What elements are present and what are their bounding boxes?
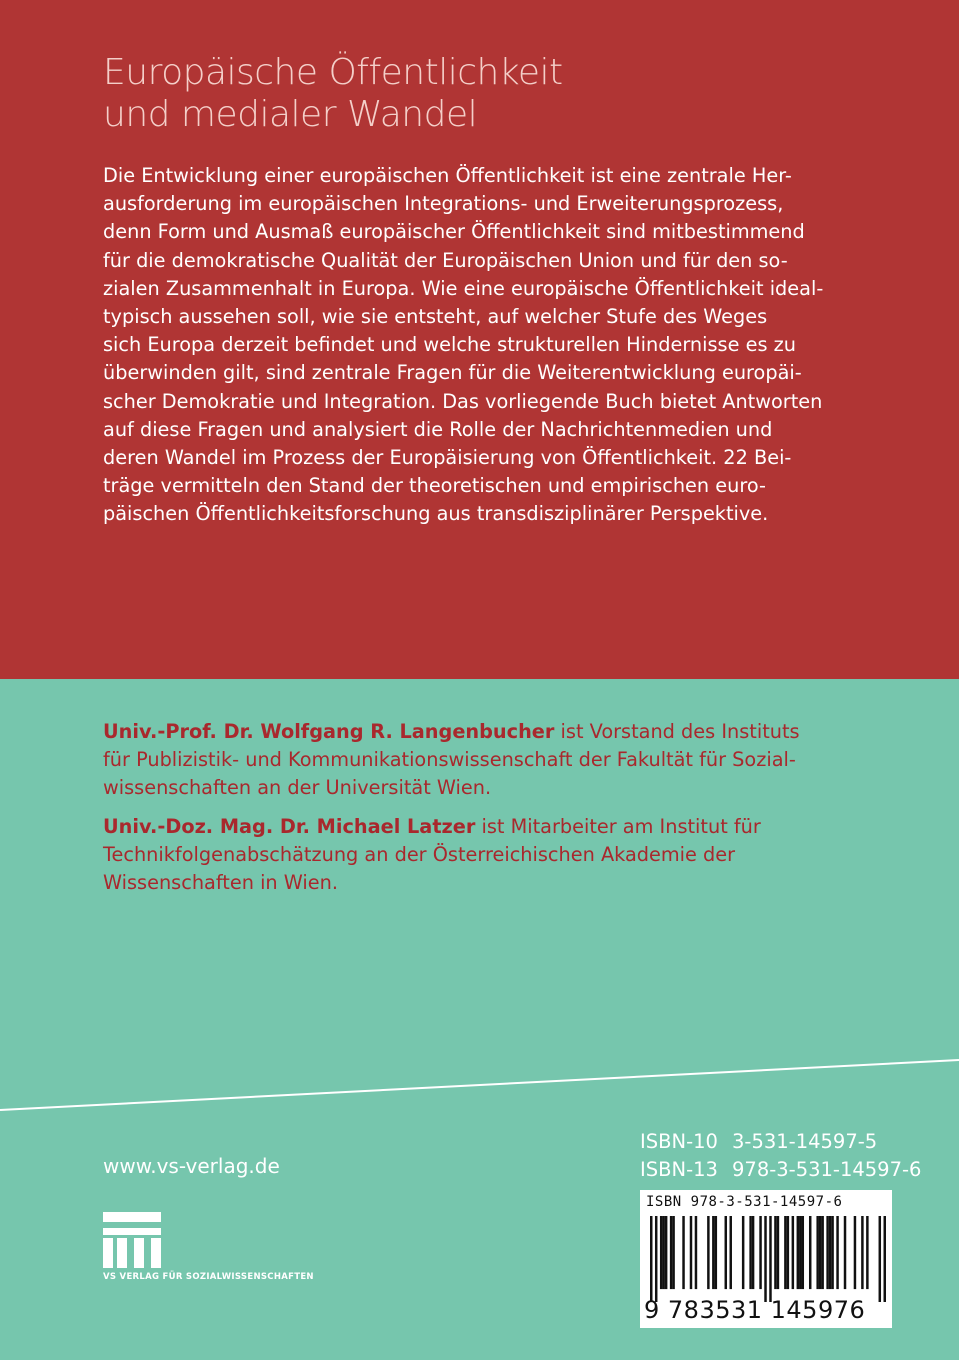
barcode-bar	[802, 1216, 804, 1289]
barcode-bar	[749, 1216, 751, 1289]
barcode-bar	[809, 1216, 811, 1289]
publisher-logo-text: VS VERLAG FÜR SOZIALWISSENSCHAFTEN	[103, 1272, 314, 1282]
barcode-bar	[792, 1216, 794, 1289]
description-line: träge vermitteln den Stand der theoretischen und empirischen euro-	[103, 474, 766, 498]
barcode-bar	[797, 1216, 799, 1289]
description-line: typisch aussehen soll, wie sie entsteht, auf welcher Stufe des Weges	[103, 305, 768, 329]
barcode-bar	[816, 1216, 818, 1289]
barcode-bar	[682, 1216, 684, 1289]
description-line: überwinden gilt, sind zentrale Fragen für die Weiterentwicklung europäi-	[103, 361, 802, 385]
barcode-bar	[752, 1216, 754, 1289]
barcode-bar	[655, 1216, 657, 1302]
author-bio-line: für Publizistik- und Kommunikationswissenschaft der Fakultät für Sozial-	[103, 748, 796, 772]
barcode-bar	[854, 1216, 856, 1289]
barcode-bar	[861, 1216, 863, 1289]
barcode-bar	[650, 1216, 652, 1302]
author-name: Univ.-Doz. Mag. Dr. Michael Latzer	[103, 814, 476, 838]
barcode-bar	[660, 1216, 662, 1289]
author-bio-line: Wissenschaften in Wien.	[103, 871, 338, 895]
description-line: für die demokratische Qualität der Europäischen Union und für den so-	[103, 248, 788, 272]
barcode-bar	[787, 1216, 789, 1289]
barcode-bar	[729, 1216, 731, 1289]
barcode-bar	[715, 1216, 717, 1289]
isbn-10-row	[640, 1128, 921, 1156]
description-line: päischen Öffentlichkeitsforschung aus transdisziplinärer Perspektive.	[103, 502, 769, 526]
barcode-isbn-text: ISBN 978-3-531-14597-6	[646, 1194, 843, 1210]
author-bio	[103, 813, 863, 898]
barcode-bar	[707, 1216, 709, 1289]
barcode-bar	[672, 1216, 674, 1289]
author-bio-text: ist Mitarbeiter am Institut für	[475, 814, 761, 838]
barcode-bar	[784, 1216, 786, 1289]
barcode-icon	[650, 1216, 886, 1302]
barcode-bar	[662, 1216, 664, 1289]
isbn-13-label: ISBN-13	[640, 1158, 718, 1181]
barcode-bar	[799, 1216, 801, 1289]
barcode-box	[640, 1190, 892, 1328]
barcode-bar	[690, 1216, 692, 1289]
book-description	[103, 162, 863, 529]
barcode-number: 9 783531 145976	[644, 1296, 866, 1324]
barcode-bar	[879, 1216, 881, 1302]
author-name: Univ.-Prof. Dr. Wolfgang R. Langenbucher	[103, 720, 555, 743]
isbn-13-value: 978-3-531-14597-6	[732, 1158, 922, 1181]
author-bio-text: ist Vorstand des Instituts	[554, 720, 800, 743]
barcode-bar	[665, 1216, 667, 1289]
isbn-10-value: 3-531-14597-5	[732, 1130, 878, 1153]
barcode-bar	[759, 1216, 761, 1289]
isbn-block	[640, 1128, 921, 1184]
book-title	[103, 52, 563, 136]
author-bio-line: Technikfolgenabschätzung an der Österreichischen Akademie der	[103, 842, 736, 866]
barcode-bar	[742, 1216, 744, 1289]
top-panel	[0, 0, 959, 679]
barcode-bar	[844, 1216, 846, 1289]
barcode-bar	[866, 1216, 868, 1289]
description-line: scher Demokratie und Integration. Das vorliegende Buch bietet Antworten	[103, 389, 823, 413]
description-line: sich Europa derzeit befindet und welche strukturellen Hindernisse es zu	[103, 333, 796, 357]
barcode-bar	[819, 1216, 821, 1289]
description-line: zialen Zusammenhalt in Europa. Wie eine europäische Öffentlichkeit ideal-	[103, 276, 824, 300]
description-line: auf diese Fragen und analysiert die Rolle der Nachrichtenmedien und	[103, 417, 773, 441]
barcode-bar	[884, 1216, 886, 1302]
author-bios	[103, 718, 863, 907]
barcode-bar	[764, 1216, 766, 1302]
description-line: Die Entwicklung einer europäischen Öffentlichkeit ist eine zentrale Her-	[103, 164, 792, 187]
barcode-bar	[836, 1216, 838, 1289]
description-line: denn Form und Ausmaß europäischer Öffentlichkeit sind mitbestimmend	[103, 220, 805, 244]
barcode-bar	[826, 1216, 828, 1289]
barcode-bar	[774, 1216, 776, 1289]
barcode-bar	[769, 1216, 771, 1302]
barcode-bar	[777, 1216, 779, 1289]
barcode-bar	[725, 1216, 727, 1289]
book-title-line: und medialer Wandel	[103, 94, 478, 135]
barcode-bar	[670, 1216, 672, 1289]
barcode-bar	[831, 1216, 833, 1289]
barcode-bar	[821, 1216, 823, 1289]
description-line: deren Wandel im Prozess der Europäisierung von Öffentlichkeit. 22 Bei-	[103, 446, 792, 470]
author-bio	[103, 718, 863, 803]
description-line: ausforderung im europäischen Integrations- und Erweiterungsprozess,	[103, 192, 784, 216]
publisher-url: www.vs-verlag.de	[103, 1154, 280, 1178]
book-title-line: Europäische Öffentlichkeit	[103, 52, 563, 93]
barcode-bar	[829, 1216, 831, 1289]
barcode-bar	[695, 1216, 697, 1289]
barcode-bar	[712, 1216, 714, 1289]
isbn-10-label: ISBN-10	[640, 1130, 718, 1153]
isbn-13-row	[640, 1156, 921, 1184]
author-bio-line: wissenschaften an der Universität Wien.	[103, 776, 492, 800]
